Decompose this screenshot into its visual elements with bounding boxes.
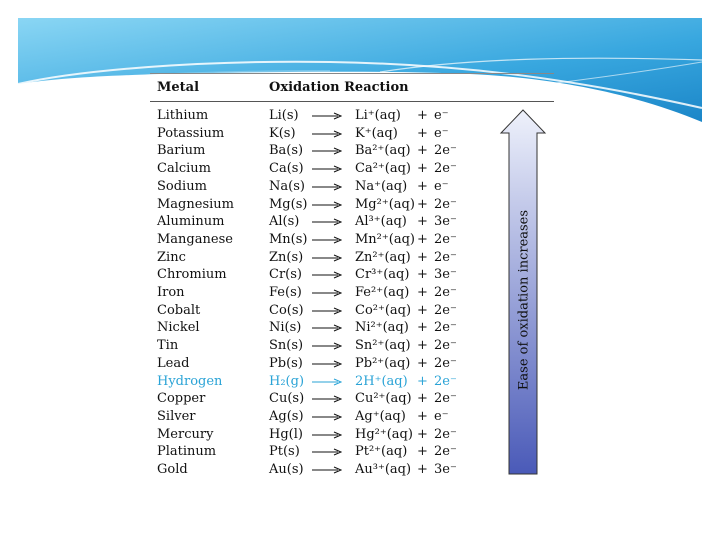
reactant: Au(s) bbox=[269, 462, 304, 477]
plus-sign: + bbox=[417, 320, 428, 336]
product: K⁺(aq) bbox=[355, 125, 398, 141]
reactant: Pt(s) bbox=[269, 444, 300, 460]
electrons: e⁻ bbox=[434, 108, 449, 123]
product: Zn²⁺(aq) bbox=[355, 249, 411, 265]
product: Na⁺(aq) bbox=[355, 178, 408, 194]
product: Hg²⁺(aq) bbox=[355, 426, 413, 442]
electrons: 2e⁻ bbox=[434, 355, 457, 371]
metal-name: Cobalt bbox=[157, 302, 201, 318]
reactant: Na(s) bbox=[269, 178, 305, 194]
metal-name: Potassium bbox=[157, 125, 225, 141]
plus-sign: + bbox=[417, 267, 428, 283]
electrons: 2e⁻ bbox=[434, 161, 457, 177]
oxidation-reaction-column-header: Oxidation Reaction bbox=[269, 80, 409, 95]
metal-name: Nickel bbox=[157, 320, 200, 336]
electrons: 2e⁻ bbox=[434, 302, 457, 318]
product: Cu²⁺(aq) bbox=[355, 391, 412, 407]
metal-name: Lead bbox=[157, 355, 190, 371]
plus-sign: + bbox=[417, 125, 428, 141]
plus-sign: + bbox=[417, 338, 428, 354]
reactant: Ag(s) bbox=[269, 408, 304, 424]
electrons: 3e⁻ bbox=[434, 267, 457, 283]
product: Co²⁺(aq) bbox=[355, 302, 412, 318]
metal-name: Zinc bbox=[157, 249, 186, 265]
product: Sn²⁺(aq) bbox=[355, 338, 411, 354]
plus-sign: + bbox=[417, 231, 428, 247]
plus-sign: + bbox=[417, 178, 428, 194]
metal-name: Lithium bbox=[157, 108, 209, 123]
electrons: 2e⁻ bbox=[434, 320, 457, 336]
electrons: 2e⁻ bbox=[434, 373, 457, 389]
metal-name: Gold bbox=[157, 462, 188, 477]
reactant: Ca(s) bbox=[269, 161, 304, 177]
reactant: Co(s) bbox=[269, 302, 304, 318]
reactant: Mn(s) bbox=[269, 231, 308, 247]
metal-name: Sodium bbox=[157, 178, 207, 194]
electrons: 2e⁻ bbox=[434, 196, 457, 212]
metal-name: Silver bbox=[157, 408, 196, 424]
product: Pb²⁺(aq) bbox=[355, 355, 411, 371]
product: Ca²⁺(aq) bbox=[355, 161, 411, 177]
metal-name: Iron bbox=[157, 285, 185, 300]
electrons: 2e⁻ bbox=[434, 391, 457, 407]
product: Al³⁺(aq) bbox=[355, 214, 407, 230]
electrons: 2e⁻ bbox=[434, 143, 457, 159]
reactant: Pb(s) bbox=[269, 355, 303, 371]
metal-name: Hydrogen bbox=[157, 373, 223, 389]
reactant: Hg(l) bbox=[269, 426, 303, 442]
ease-of-oxidation-label: Ease of oxidation increases bbox=[516, 209, 532, 391]
electrons: 2e⁻ bbox=[434, 249, 457, 265]
plus-sign: + bbox=[417, 444, 428, 460]
reactant: Ba(s) bbox=[269, 143, 304, 159]
metal-column-header: Metal bbox=[157, 80, 200, 95]
product: Au³⁺(aq) bbox=[355, 462, 412, 477]
plus-sign: + bbox=[417, 408, 428, 424]
plus-sign: + bbox=[417, 426, 428, 442]
electrons: 2e⁻ bbox=[434, 285, 457, 300]
electrons: 3e⁻ bbox=[434, 462, 457, 477]
plus-sign: + bbox=[417, 249, 428, 265]
electrons: e⁻ bbox=[434, 408, 449, 424]
product: Cr³⁺(aq) bbox=[355, 267, 410, 283]
product: Mn²⁺(aq) bbox=[355, 231, 415, 247]
plus-sign: + bbox=[417, 108, 428, 123]
plus-sign: + bbox=[417, 161, 428, 177]
plus-sign: + bbox=[417, 373, 428, 389]
electrons: 2e⁻ bbox=[434, 231, 457, 247]
reactant: K(s) bbox=[269, 125, 296, 141]
electrons: 3e⁻ bbox=[434, 214, 457, 230]
metal-name: Aluminum bbox=[157, 214, 225, 230]
reactant: Al(s) bbox=[269, 214, 300, 230]
plus-sign: + bbox=[417, 462, 428, 477]
reactant: Cu(s) bbox=[269, 391, 305, 407]
electrons: 2e⁻ bbox=[434, 444, 457, 460]
reactant: Zn(s) bbox=[269, 249, 304, 265]
reactant: Sn(s) bbox=[269, 338, 304, 354]
metal-name: Magnesium bbox=[157, 196, 234, 212]
reactant: Fe(s) bbox=[269, 285, 302, 300]
metal-name: Tin bbox=[157, 338, 179, 354]
plus-sign: + bbox=[417, 196, 428, 212]
plus-sign: + bbox=[417, 355, 428, 371]
electrons: 2e⁻ bbox=[434, 338, 457, 354]
reactant: Mg(s) bbox=[269, 196, 308, 212]
product: Pt²⁺(aq) bbox=[355, 444, 408, 460]
electrons: e⁻ bbox=[434, 125, 449, 141]
product: 2H⁺(aq) bbox=[355, 373, 408, 389]
product: Mg²⁺(aq) bbox=[355, 196, 415, 212]
metal-name: Chromium bbox=[157, 267, 227, 283]
reactant: Cr(s) bbox=[269, 267, 302, 283]
plus-sign: + bbox=[417, 214, 428, 230]
product: Ag⁺(aq) bbox=[355, 408, 406, 424]
plus-sign: + bbox=[417, 302, 428, 318]
product: Ni²⁺(aq) bbox=[355, 320, 409, 336]
plus-sign: + bbox=[417, 391, 428, 407]
metal-name: Mercury bbox=[157, 426, 214, 442]
reactant: Ni(s) bbox=[269, 320, 302, 336]
plus-sign: + bbox=[417, 143, 428, 159]
product: Li⁺(aq) bbox=[355, 108, 401, 123]
electrons: 2e⁻ bbox=[434, 426, 457, 442]
plus-sign: + bbox=[417, 285, 428, 300]
reactant: H₂(g) bbox=[269, 373, 305, 389]
product: Fe²⁺(aq) bbox=[355, 285, 410, 300]
metal-name: Copper bbox=[157, 391, 206, 407]
electrons: e⁻ bbox=[434, 178, 449, 194]
product: Ba²⁺(aq) bbox=[355, 143, 411, 159]
metal-name: Platinum bbox=[157, 444, 217, 460]
metal-name: Barium bbox=[157, 143, 206, 159]
reactant: Li(s) bbox=[269, 108, 299, 123]
metal-name: Calcium bbox=[157, 161, 211, 177]
metal-name: Manganese bbox=[157, 231, 233, 247]
